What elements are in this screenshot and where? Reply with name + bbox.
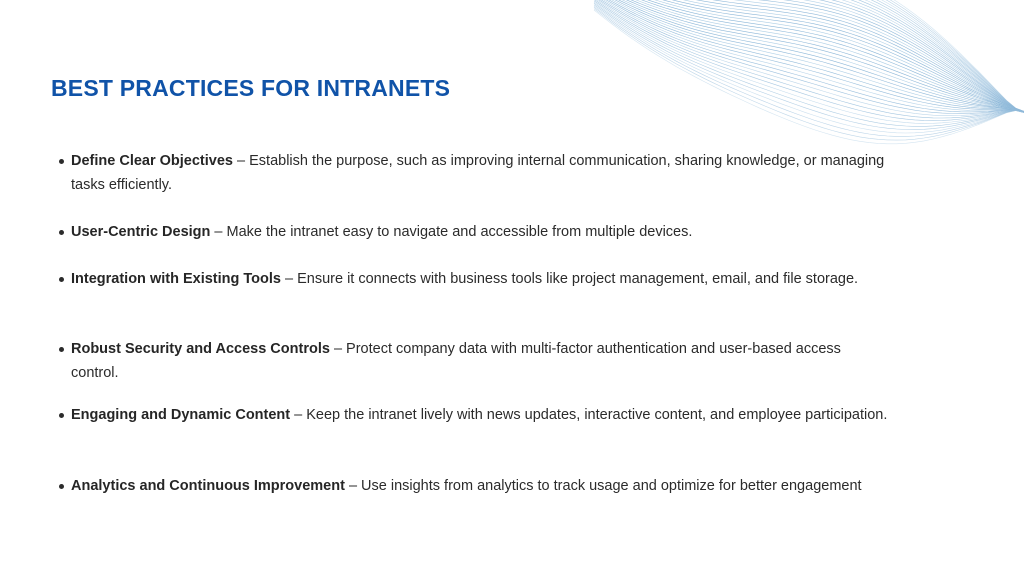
bullet-separator: – bbox=[280, 271, 298, 287]
bullet-text: Establish the purpose, such as improving internal communication, sharing knowledge, or managing tasks efficiently. bbox=[71, 153, 885, 193]
bullet-heading: Robust Security and Access Controls bbox=[71, 341, 330, 357]
list-item bbox=[71, 338, 891, 385]
bullet-separator: – bbox=[210, 224, 227, 240]
bullet-separator: – bbox=[344, 478, 362, 494]
bullet-text: Ensure it connects with business tools like project management, email, and file storage. bbox=[297, 271, 859, 287]
bullet-text: Keep the intranet lively with news updates, interactive content, and employee participation. bbox=[306, 407, 888, 423]
list-item bbox=[71, 475, 891, 499]
bullet-heading: Analytics and Continuous Improvement bbox=[71, 478, 345, 494]
bullet-text: Protect company data with multi-factor authentication and user-based access control. bbox=[71, 341, 841, 381]
list-item bbox=[71, 404, 891, 428]
list-item bbox=[71, 221, 891, 245]
list-item bbox=[71, 150, 891, 197]
bullet-text: Make the intranet easy to navigate and accessible from multiple devices. bbox=[226, 224, 693, 240]
list-item bbox=[71, 268, 891, 292]
bullet-heading: Engaging and Dynamic Content bbox=[71, 407, 291, 423]
bullet-text: Use insights from analytics to track usage and optimize for better engagement bbox=[361, 478, 862, 494]
bullet-separator: – bbox=[329, 341, 347, 357]
bullet-separator: – bbox=[290, 407, 307, 423]
page-title: BEST PRACTICES FOR INTRANETS bbox=[51, 75, 451, 101]
bullet-heading: Define Clear Objectives bbox=[71, 153, 233, 169]
bullet-separator: – bbox=[233, 153, 250, 169]
bullet-heading: Integration with Existing Tools bbox=[71, 271, 281, 287]
bullet-heading: User-Centric Design bbox=[71, 224, 211, 240]
